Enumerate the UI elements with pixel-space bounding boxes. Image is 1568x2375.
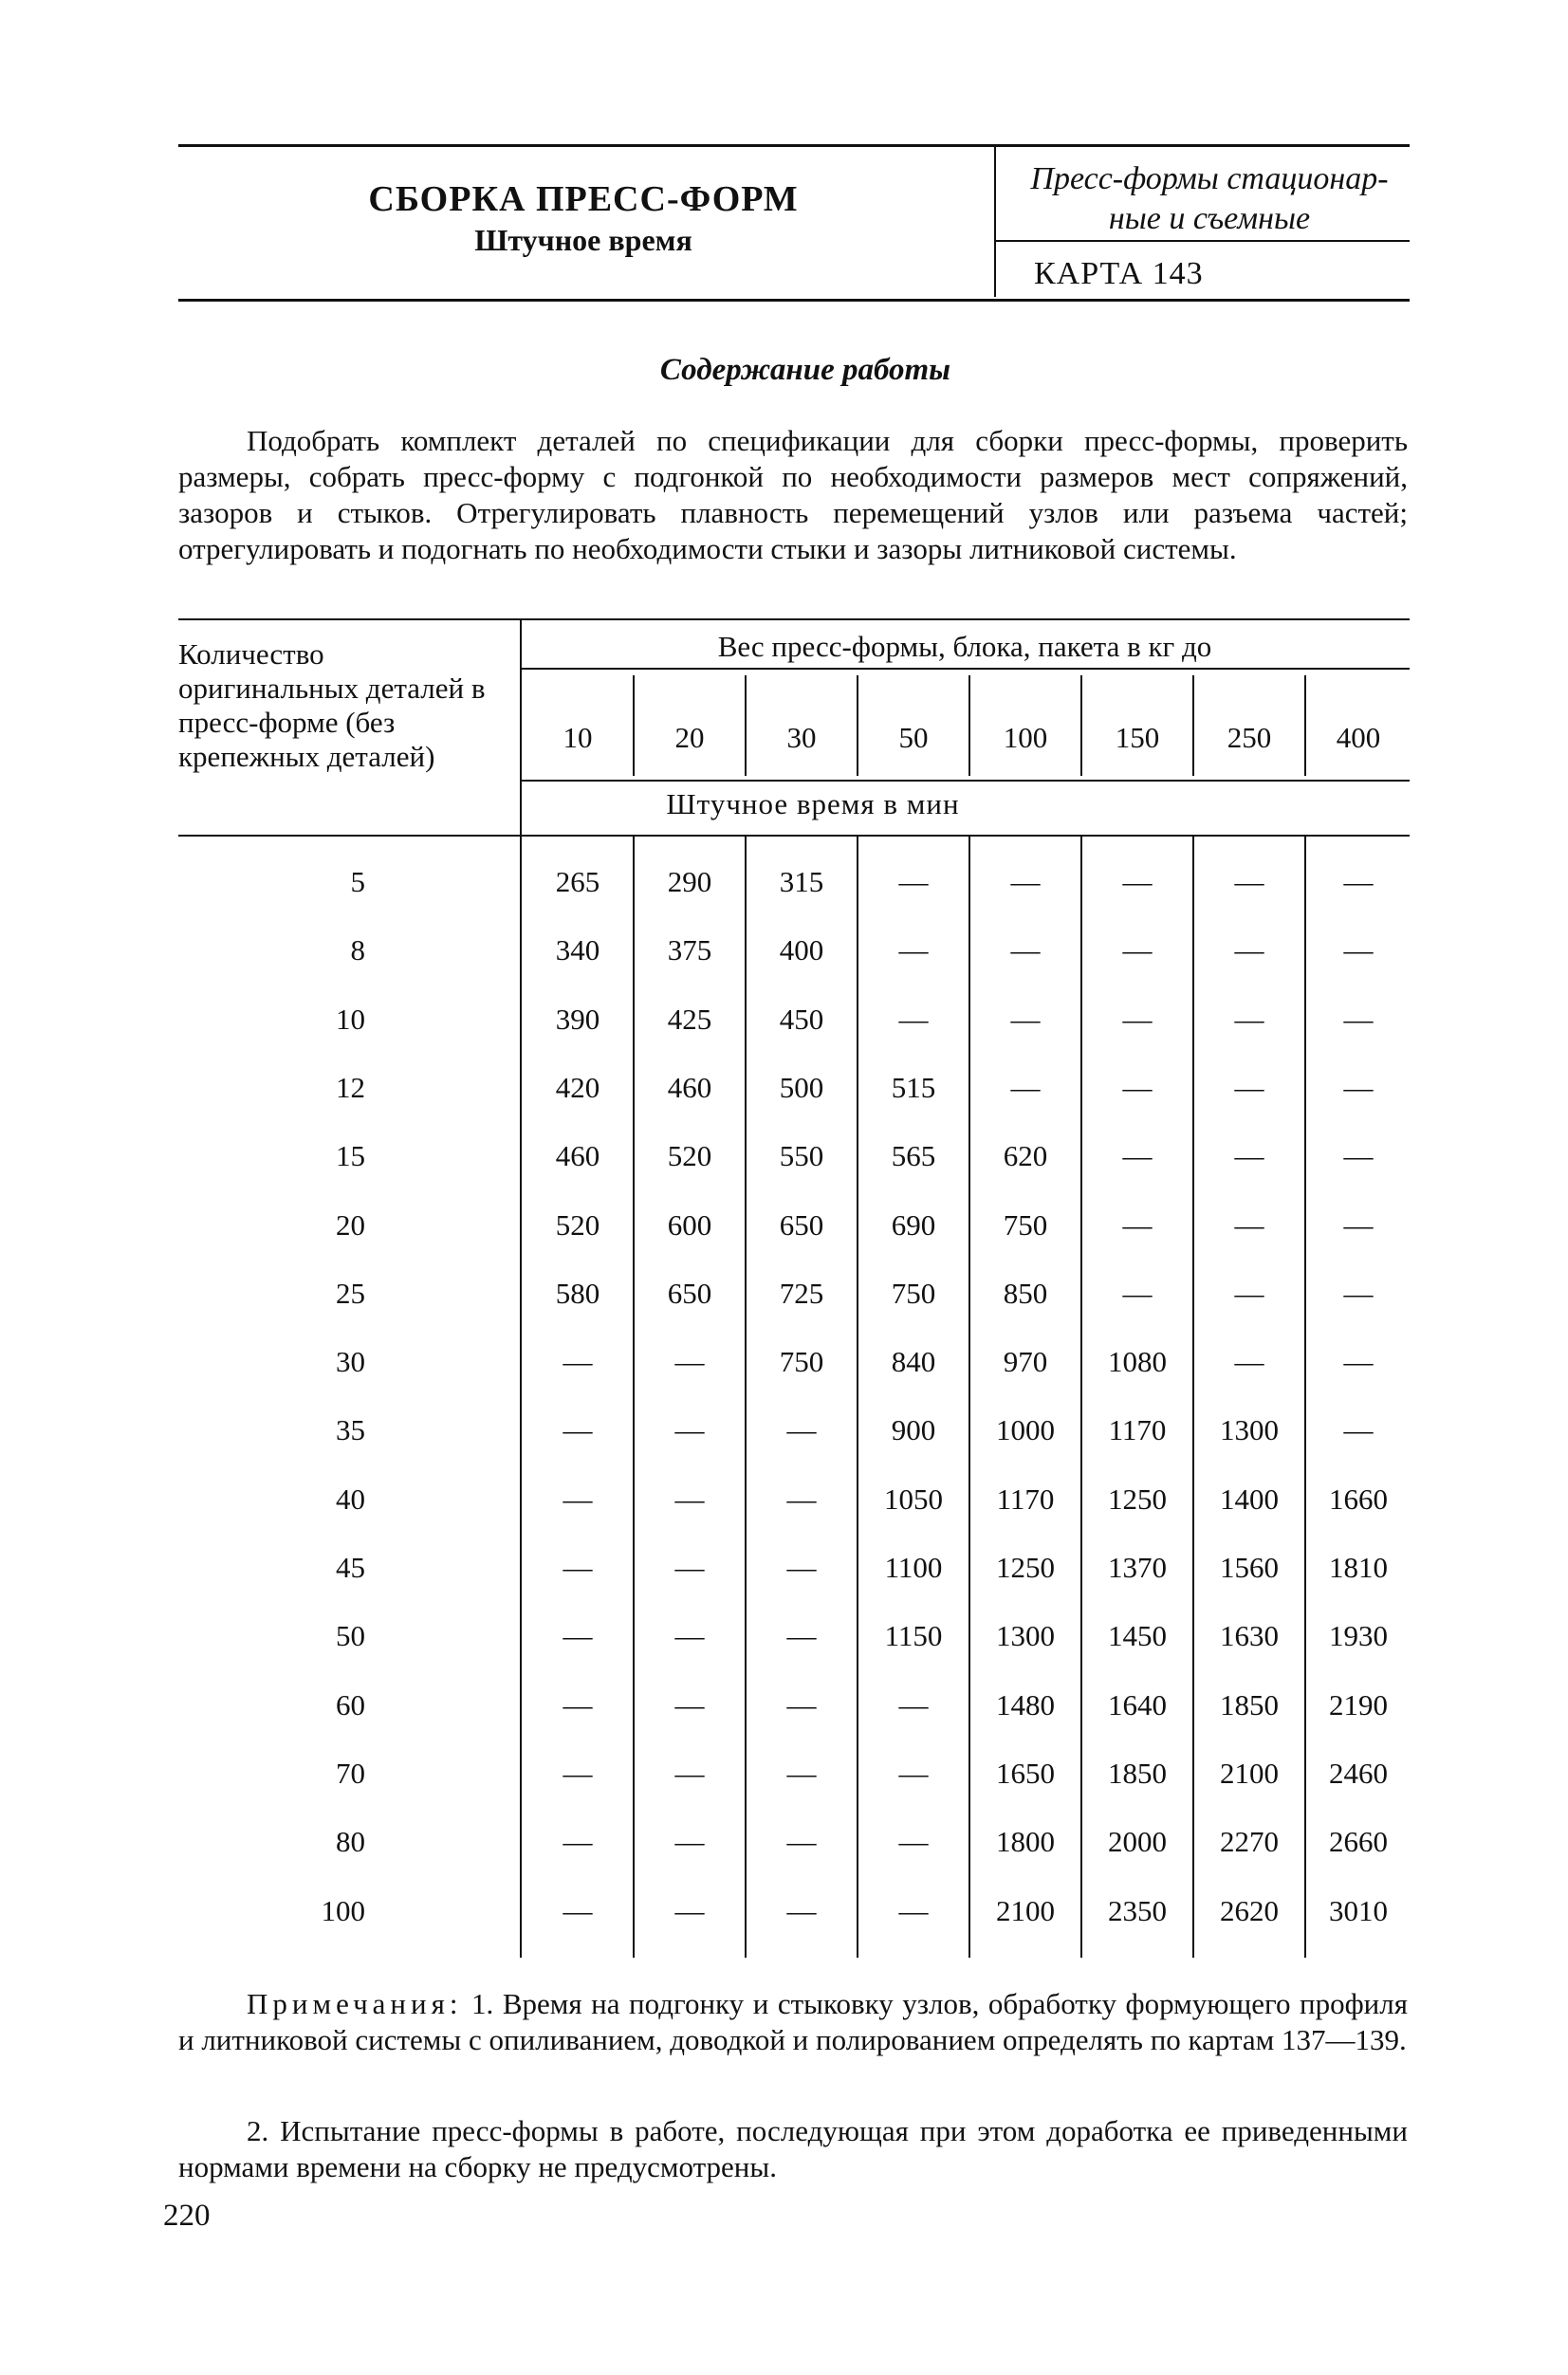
table-top-rule — [178, 618, 1410, 620]
header-category-line2: ные и съемные — [1108, 201, 1311, 236]
time-cell: — — [898, 1003, 929, 1036]
time-cell: — — [563, 1619, 593, 1652]
row-quantity: 5 — [350, 865, 365, 898]
time-cell: — — [563, 1825, 593, 1858]
time-cell: 1050 — [884, 1482, 943, 1516]
time-cell: 2100 — [996, 1894, 1055, 1927]
time-cell: 3010 — [1329, 1894, 1388, 1927]
time-cell: 580 — [555, 1277, 600, 1310]
time-cell: — — [563, 1551, 593, 1584]
column-rule — [968, 675, 970, 776]
time-cell: 2620 — [1220, 1894, 1279, 1927]
time-cell: — — [898, 933, 929, 967]
time-cell: — — [674, 1894, 705, 1927]
time-cell: 1250 — [1108, 1482, 1167, 1516]
time-cell: 2660 — [1329, 1825, 1388, 1858]
time-cell: 1000 — [996, 1413, 1055, 1446]
time-cell: — — [898, 1757, 929, 1790]
time-cell: 1480 — [996, 1688, 1055, 1721]
time-cell: 390 — [555, 1003, 600, 1036]
time-cell: — — [1343, 933, 1374, 967]
time-cell: — — [898, 1688, 929, 1721]
time-cell: 2100 — [1220, 1757, 1279, 1790]
row-quantity: 8 — [350, 933, 365, 967]
header-title: СБОРКА ПРЕСС-ФОРМ — [368, 179, 799, 219]
time-cell: — — [786, 1619, 817, 1652]
row-quantity: 20 — [336, 1208, 365, 1242]
card-number: КАРТА 143 — [1034, 256, 1204, 291]
row-quantity: 12 — [336, 1071, 365, 1104]
header-top-rule — [178, 144, 1410, 147]
row-quantity: 30 — [336, 1345, 365, 1378]
time-cell: 420 — [555, 1071, 600, 1104]
time-cell: — — [1122, 1277, 1153, 1310]
time-cell: 1810 — [1329, 1551, 1388, 1584]
time-cell: — — [1343, 1345, 1374, 1378]
weight-cell: 30 — [786, 721, 817, 754]
time-cell: 1630 — [1220, 1619, 1279, 1652]
time-cell: — — [674, 1482, 705, 1516]
time-cell: — — [674, 1688, 705, 1721]
time-cell: 520 — [555, 1208, 600, 1242]
time-cell: — — [1234, 1208, 1264, 1242]
time-cell: 850 — [1003, 1277, 1048, 1310]
time-cell: — — [674, 1413, 705, 1446]
time-cell: — — [898, 1894, 929, 1927]
column-rule — [857, 675, 858, 776]
time-cell: 1650 — [996, 1757, 1055, 1790]
time-cell: 1080 — [1108, 1345, 1167, 1378]
time-cell: 620 — [1003, 1139, 1048, 1172]
time-cell: 315 — [779, 865, 824, 898]
time-cell: — — [898, 1825, 929, 1858]
time-cell: 600 — [667, 1208, 712, 1242]
time-cell: — — [1234, 1277, 1264, 1310]
time-cell: — — [786, 1894, 817, 1927]
content-text: Подобрать комплект деталей по спецификации для сборки пресс-формы, проверить размеры, собрать пресс-форму с подгонкой по необходимости размеров мест сопряжений, зазоров и стыков. Отрегулировать плавность перемещений узлов или разъема частей; отрегулировать и подогнать по необходимости стыки и зазоры литниковой системы. — [178, 424, 1408, 565]
table-stub-header: Количество оригинальных деталей в пресс-форме (без крепежных деталей) — [178, 637, 486, 773]
page-number: 220 — [163, 2199, 211, 2233]
time-cell: — — [898, 865, 929, 898]
time-cell: 1400 — [1220, 1482, 1279, 1516]
time-cell: — — [674, 1345, 705, 1378]
time-cell: 2000 — [1108, 1825, 1167, 1858]
column-rule — [1304, 675, 1306, 776]
row-quantity: 45 — [336, 1551, 365, 1584]
time-cell: 750 — [1003, 1208, 1048, 1242]
time-cell: 750 — [779, 1345, 824, 1378]
column-rule — [1192, 675, 1194, 776]
time-cell: 265 — [555, 865, 600, 898]
time-cell: 400 — [779, 933, 824, 967]
time-cell: 500 — [779, 1071, 824, 1104]
time-cell: 900 — [891, 1413, 936, 1446]
time-cell: — — [1234, 1139, 1264, 1172]
notes-label: Примечания: — [247, 1987, 463, 2020]
time-cell: 1930 — [1329, 1619, 1388, 1652]
weight-cell: 50 — [898, 721, 929, 754]
time-cell: 340 — [555, 933, 600, 967]
time-cell: 450 — [779, 1003, 824, 1036]
time-cell: — — [1343, 1071, 1374, 1104]
time-cell: — — [1343, 1003, 1374, 1036]
time-cell: — — [1010, 865, 1041, 898]
time-cell: 1800 — [996, 1825, 1055, 1858]
time-cell: 1450 — [1108, 1619, 1167, 1652]
time-cell: 840 — [891, 1345, 936, 1378]
time-cell: — — [786, 1757, 817, 1790]
time-cell: 1150 — [884, 1619, 943, 1652]
time-cell: — — [563, 1482, 593, 1516]
time-cell: 1850 — [1220, 1688, 1279, 1721]
weight-cell: 10 — [563, 721, 593, 754]
time-cell: 1660 — [1329, 1482, 1388, 1516]
time-cell: — — [1234, 1003, 1264, 1036]
time-cell: — — [1122, 1139, 1153, 1172]
time-cell: 1300 — [996, 1619, 1055, 1652]
time-cell: — — [563, 1757, 593, 1790]
time-cell: — — [563, 1413, 593, 1446]
row-quantity: 100 — [321, 1894, 365, 1927]
time-cell: — — [1010, 1003, 1041, 1036]
time-cell: 460 — [555, 1139, 600, 1172]
weight-cell: 400 — [1336, 721, 1381, 754]
column-rule — [633, 675, 635, 776]
time-cell: — — [786, 1482, 817, 1516]
time-cell: 375 — [667, 933, 712, 967]
time-cell: 650 — [667, 1277, 712, 1310]
row-quantity: 15 — [336, 1139, 365, 1172]
time-cell: — — [1343, 865, 1374, 898]
time-cell: 690 — [891, 1208, 936, 1242]
time-cell: 460 — [667, 1071, 712, 1104]
row-quantity: 60 — [336, 1688, 365, 1721]
time-cell: — — [786, 1688, 817, 1721]
time-cell: — — [674, 1757, 705, 1790]
time-cell: 515 — [891, 1071, 936, 1104]
column-rule — [1080, 675, 1082, 776]
time-cell: 1250 — [996, 1551, 1055, 1584]
time-cell: — — [1122, 1208, 1153, 1242]
time-cell: — — [1122, 933, 1153, 967]
time-cell: 1560 — [1220, 1551, 1279, 1584]
time-cell: — — [1234, 1071, 1264, 1104]
row-quantity: 50 — [336, 1619, 365, 1652]
time-cell: 2350 — [1108, 1894, 1167, 1927]
column-rule — [745, 675, 747, 776]
header-subtitle: Штучное время — [474, 223, 692, 257]
time-cell: 2190 — [1329, 1688, 1388, 1721]
note-2: 2. Испытание пресс-формы в работе, последующая при этом доработка ее приведенными нормами времени на сборку не предусмотрены. — [178, 2114, 1408, 2183]
time-cell: — — [674, 1619, 705, 1652]
time-cell: — — [1234, 865, 1264, 898]
time-cell: 1640 — [1108, 1688, 1167, 1721]
time-cell: 970 — [1003, 1345, 1048, 1378]
time-cell: — — [1343, 1413, 1374, 1446]
time-cell: 565 — [891, 1139, 936, 1172]
time-cell: — — [1234, 933, 1264, 967]
weight-cell: 20 — [674, 721, 705, 754]
row-quantity: 70 — [336, 1757, 365, 1790]
row-quantity: 35 — [336, 1413, 365, 1446]
time-cell: 290 — [667, 865, 712, 898]
header-category-line1: Пресс-формы стационар- — [1030, 161, 1389, 196]
time-cell: 2270 — [1220, 1825, 1279, 1858]
time-cell: 650 — [779, 1208, 824, 1242]
time-cell: 1100 — [884, 1551, 943, 1584]
table-weight-header: Вес пресс-формы, блока, пакета в кг до — [717, 630, 1212, 663]
time-cell: — — [786, 1825, 817, 1858]
time-cell: — — [1343, 1208, 1374, 1242]
time-cell: — — [1343, 1139, 1374, 1172]
time-cell: 1850 — [1108, 1757, 1167, 1790]
header-divider — [994, 147, 996, 297]
time-cell: — — [1343, 1277, 1374, 1310]
content-title: Содержание работы — [659, 353, 951, 387]
time-cell: — — [786, 1413, 817, 1446]
time-cell: 550 — [779, 1139, 824, 1172]
time-cell: 1300 — [1220, 1413, 1279, 1446]
row-quantity: 40 — [336, 1482, 365, 1516]
time-header-rule — [522, 780, 1410, 782]
note-1 — [178, 1986, 1408, 2058]
time-cell: 750 — [891, 1277, 936, 1310]
time-cell: — — [563, 1688, 593, 1721]
time-cell: — — [786, 1551, 817, 1584]
header-card-rule — [996, 240, 1410, 242]
time-cell: — — [1010, 1071, 1041, 1104]
time-cell: — — [563, 1345, 593, 1378]
time-cell: 2460 — [1329, 1757, 1388, 1790]
time-cell: — — [563, 1894, 593, 1927]
time-cell: 725 — [779, 1277, 824, 1310]
time-cell: — — [674, 1825, 705, 1858]
time-cell: — — [1122, 1003, 1153, 1036]
time-cell: 520 — [667, 1139, 712, 1172]
weight-header-rule — [522, 668, 1410, 670]
time-cell: — — [1122, 865, 1153, 898]
row-quantity: 10 — [336, 1003, 365, 1036]
note-1-text: 1. Время на подгонку и стыковку узлов, обработку формующего профиля и литниковой системы с опиливанием, доводкой и полированием определять по картам 137—139. — [178, 1987, 1409, 2056]
table-time-header: Штучное время в мин — [666, 787, 960, 820]
time-cell: 1370 — [1108, 1551, 1167, 1584]
time-cell: — — [1122, 1071, 1153, 1104]
time-cell: — — [1234, 1345, 1264, 1378]
time-cell: — — [1010, 933, 1041, 967]
weight-cell: 150 — [1115, 721, 1160, 754]
time-cell: 1170 — [1108, 1413, 1167, 1446]
row-quantity: 25 — [336, 1277, 365, 1310]
time-cell: 1170 — [996, 1482, 1055, 1516]
table-header-bottom-rule — [178, 835, 1410, 837]
time-cell: 425 — [667, 1003, 712, 1036]
header-bottom-rule — [178, 299, 1410, 302]
time-cell: — — [674, 1551, 705, 1584]
weight-cell: 100 — [1003, 721, 1048, 754]
weight-cell: 250 — [1227, 721, 1272, 754]
header-category — [1005, 159, 1413, 239]
row-quantity: 80 — [336, 1825, 365, 1858]
